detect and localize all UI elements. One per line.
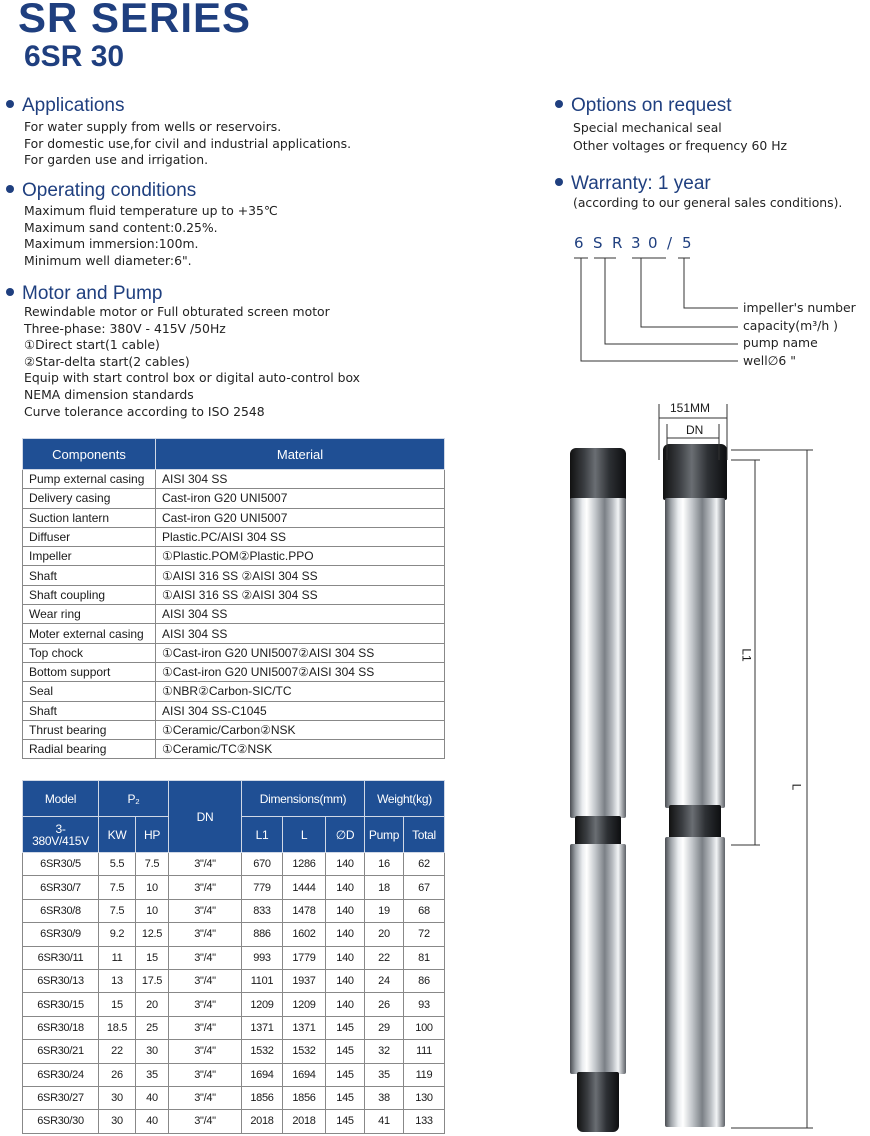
spec-cell: 38 (365, 1086, 404, 1109)
spec-cell: 7.5 (99, 899, 136, 922)
table-row (23, 682, 445, 701)
spec-cell: 993 (242, 946, 283, 969)
warranty-heading: Warranty: 1 year (555, 173, 711, 195)
spec-cell: 1856 (242, 1086, 283, 1109)
l1-label: L1 (739, 648, 754, 662)
material-cell: AISI 304 SS (156, 470, 445, 489)
spec-cell: 41 (365, 1110, 404, 1133)
spec-cell: 13 (99, 969, 136, 992)
code-char: 3 (631, 234, 641, 252)
table-row (23, 547, 445, 566)
col-dn: DN (169, 781, 242, 853)
spec-cell: 15 (136, 946, 169, 969)
spec-cell: 6SR30/13 (23, 969, 99, 992)
component-cell: Shaft coupling (23, 585, 156, 604)
text-line: Maximum fluid temperature up to +35℃ (24, 203, 278, 218)
spec-cell: 9.2 (99, 923, 136, 946)
spec-cell: 15 (99, 993, 136, 1016)
operating-list (24, 203, 278, 269)
spec-cell: 5.5 (99, 853, 136, 876)
spec-cell: 145 (326, 1016, 365, 1039)
text-line: pump name (743, 335, 818, 350)
materials-table (22, 438, 445, 759)
col-l1: L1 (242, 817, 283, 853)
text-line: Other voltages or frequency 60 Hz (573, 138, 788, 153)
spec-cell: 3"/4" (169, 1063, 242, 1086)
spec-cell: 20 (365, 923, 404, 946)
spec-cell: 18 (365, 876, 404, 899)
text-line: Maximum immersion:100m. (24, 236, 199, 252)
spec-cell: 81 (404, 946, 445, 969)
spec-cell: 119 (404, 1063, 445, 1086)
spec-cell: 3"/4" (169, 899, 242, 922)
text-line: Rewindable motor or Full obturated screen motor (24, 304, 330, 319)
spec-cell: 145 (326, 1063, 365, 1086)
spec-cell: 19 (365, 899, 404, 922)
text-line: Three-phase: 380V - 415V /50Hz (24, 320, 226, 336)
material-cell: ①Plastic.POM②Plastic.PPO (156, 547, 445, 566)
table-row (23, 585, 445, 604)
col-model: Model (23, 781, 99, 817)
material-cell: Cast-iron G20 UNI5007 (156, 489, 445, 508)
spec-cell: 1286 (283, 853, 326, 876)
component-cell: Moter external casing (23, 624, 156, 643)
table-row (23, 1040, 445, 1063)
material-cell: Cast-iron G20 UNI5007 (156, 508, 445, 527)
spec-cell: 30 (136, 1040, 169, 1063)
spec-cell: 24 (365, 969, 404, 992)
material-cell: Plastic.PC/AISI 304 SS (156, 527, 445, 546)
table-row (23, 566, 445, 585)
spec-cell: 10 (136, 876, 169, 899)
table-row (23, 470, 445, 489)
spec-cell: 68 (404, 899, 445, 922)
width-label: 151MM (670, 401, 711, 415)
component-cell: Shaft (23, 566, 156, 585)
spec-cell: 6SR30/24 (23, 1063, 99, 1086)
spec-cell: 29 (365, 1016, 404, 1039)
table-row (23, 1086, 445, 1109)
applications-list (24, 119, 351, 169)
warranty-note: (according to our general sales conditions). (573, 195, 843, 210)
col-d: ∅D (326, 817, 365, 853)
spec-cell: 22 (99, 1040, 136, 1063)
component-cell: Top chock (23, 643, 156, 662)
text-line: For domestic use,for civil and industrial applications. (24, 135, 352, 151)
text-line: For garden use and irrigation. (24, 152, 209, 168)
spec-cell: 86 (404, 969, 445, 992)
col-hp: HP (136, 817, 169, 853)
col-material: Material (156, 439, 445, 470)
spec-cell: 17.5 (136, 969, 169, 992)
spec-cell: 145 (326, 1086, 365, 1109)
table-row (23, 701, 445, 720)
spec-cell: 6SR30/11 (23, 946, 99, 969)
spec-cell: 3"/4" (169, 993, 242, 1016)
spec-cell: 6SR30/18 (23, 1016, 99, 1039)
col-l: L (283, 817, 326, 853)
dn-label: DN (686, 423, 704, 437)
table-row (23, 624, 445, 643)
spec-cell: 7.5 (136, 853, 169, 876)
spec-cell: 22 (365, 946, 404, 969)
spec-cell: 130 (404, 1086, 445, 1109)
spec-cell: 140 (326, 946, 365, 969)
col-dimensions: Dimensions(mm) (242, 781, 365, 817)
spec-cell: 6SR30/9 (23, 923, 99, 946)
text-line: ②Star-delta start(2 cables) (24, 353, 190, 369)
spec-cell: 3"/4" (169, 1040, 242, 1063)
text-line: impeller's number (743, 300, 856, 315)
table-row (23, 1110, 445, 1133)
spec-cell: 1694 (283, 1063, 326, 1086)
bullet-icon (555, 100, 563, 108)
spec-cell: 140 (326, 969, 365, 992)
spec-cell: 35 (365, 1063, 404, 1086)
spec-cell: 779 (242, 876, 283, 899)
motor-list (24, 304, 360, 420)
spec-cell: 100 (404, 1016, 445, 1039)
spec-cell: 20 (136, 993, 169, 1016)
spec-cell: 670 (242, 853, 283, 876)
spec-cell: 1856 (283, 1086, 326, 1109)
spec-cell: 1444 (283, 876, 326, 899)
text-line: Equip with start control box or digital auto-control box (24, 370, 360, 386)
material-cell: ①NBR②Carbon-SIC/TC (156, 682, 445, 701)
code-char: 0 (648, 234, 658, 252)
spec-cell: 1371 (283, 1016, 326, 1039)
spec-cell: 140 (326, 993, 365, 1016)
spec-cell: 7.5 (99, 876, 136, 899)
spec-cell: 6SR30/7 (23, 876, 99, 899)
code-char: R (612, 234, 623, 252)
spec-cell: 12.5 (136, 923, 169, 946)
spec-cell: 3"/4" (169, 853, 242, 876)
spec-cell: 1209 (283, 993, 326, 1016)
series-title: SR SERIES (18, 0, 252, 41)
table-row (23, 605, 445, 624)
spec-table (22, 780, 445, 1134)
material-cell: ①Cast-iron G20 UNI5007②AISI 304 SS (156, 662, 445, 681)
spec-cell: 26 (365, 993, 404, 1016)
spec-cell: 3"/4" (169, 876, 242, 899)
spec-cell: 18.5 (99, 1016, 136, 1039)
spec-cell: 133 (404, 1110, 445, 1133)
spec-cell: 140 (326, 923, 365, 946)
text-line: For water supply from wells or reservoirs. (24, 119, 282, 134)
dimension-lines (555, 400, 870, 1136)
table-row (23, 923, 445, 946)
spec-cell: 145 (326, 1110, 365, 1133)
spec-cell: 40 (136, 1110, 169, 1133)
code-char: 6 (574, 234, 584, 252)
table-row (23, 1063, 445, 1086)
spec-cell: 1779 (283, 946, 326, 969)
component-cell: Diffuser (23, 527, 156, 546)
table-row (23, 643, 445, 662)
pump-illustration (555, 400, 870, 1136)
bullet-icon (6, 100, 14, 108)
spec-cell: 67 (404, 876, 445, 899)
table-row (23, 662, 445, 681)
material-cell: AISI 304 SS (156, 605, 445, 624)
component-cell: Wear ring (23, 605, 156, 624)
spec-cell: 3"/4" (169, 1086, 242, 1109)
spec-cell: 1478 (283, 899, 326, 922)
spec-cell: 886 (242, 923, 283, 946)
table-row (23, 489, 445, 508)
spec-cell: 2018 (242, 1110, 283, 1133)
l-label: L (789, 783, 804, 791)
spec-cell: 1937 (283, 969, 326, 992)
component-cell: Radial bearing (23, 740, 156, 759)
spec-cell: 3"/4" (169, 923, 242, 946)
spec-cell: 10 (136, 899, 169, 922)
text-line: NEMA dimension standards (24, 386, 194, 402)
table-row (23, 1016, 445, 1039)
component-cell: Impeller (23, 547, 156, 566)
code-char: 5 (682, 234, 692, 252)
material-cell: AISI 304 SS-C1045 (156, 701, 445, 720)
spec-cell: 833 (242, 899, 283, 922)
spec-cell: 30 (99, 1110, 136, 1133)
text-line: Curve tolerance according to ISO 2548 (24, 403, 265, 419)
spec-cell: 1371 (242, 1016, 283, 1039)
spec-cell: 16 (365, 853, 404, 876)
spec-cell: 3"/4" (169, 1110, 242, 1133)
spec-cell: 140 (326, 876, 365, 899)
spec-cell: 1602 (283, 923, 326, 946)
spec-cell: 25 (136, 1016, 169, 1039)
table-row (23, 876, 445, 899)
text-line: capacity(m³/h ) (743, 317, 838, 333)
model-title: 6SR 30 (24, 40, 125, 73)
text-line: Minimum well diameter:6". (24, 252, 192, 268)
spec-cell: 6SR30/30 (23, 1110, 99, 1133)
spec-cell: 30 (99, 1086, 136, 1109)
col-pump: Pump (365, 817, 404, 853)
table-row (23, 508, 445, 527)
table-row (23, 527, 445, 546)
spec-cell: 1532 (283, 1040, 326, 1063)
spec-cell: 3"/4" (169, 946, 242, 969)
component-cell: Pump external casing (23, 470, 156, 489)
material-cell: ①AISI 316 SS ②AISI 304 SS (156, 585, 445, 604)
bullet-icon (6, 185, 14, 193)
spec-cell: 6SR30/5 (23, 853, 99, 876)
spec-cell: 3"/4" (169, 969, 242, 992)
component-cell: Bottom support (23, 662, 156, 681)
spec-cell: 35 (136, 1063, 169, 1086)
options-list (573, 119, 787, 155)
spec-cell: 40 (136, 1086, 169, 1109)
spec-cell: 140 (326, 899, 365, 922)
spec-cell: 6SR30/21 (23, 1040, 99, 1063)
material-cell: ①Ceramic/TC②NSK (156, 740, 445, 759)
table-row (23, 946, 445, 969)
spec-cell: 3"/4" (169, 1016, 242, 1039)
code-labels (743, 299, 856, 369)
component-cell: Delivery casing (23, 489, 156, 508)
spec-cell: 2018 (283, 1110, 326, 1133)
text-line: Special mechanical seal (573, 120, 722, 135)
code-char: S (593, 234, 603, 252)
spec-cell: 93 (404, 993, 445, 1016)
spec-cell: 6SR30/15 (23, 993, 99, 1016)
spec-cell: 1532 (242, 1040, 283, 1063)
table-row (23, 740, 445, 759)
motor-heading: Motor and Pump (6, 283, 162, 305)
spec-cell: 145 (326, 1040, 365, 1063)
col-weight: Weight(kg) (365, 781, 445, 817)
table-row (23, 993, 445, 1016)
col-components: Components (23, 439, 156, 470)
material-cell: AISI 304 SS (156, 624, 445, 643)
text-line: ①Direct start(1 cable) (24, 337, 160, 353)
col-voltage: 3- 380V/415V (23, 817, 99, 853)
col-p2: P₂ (99, 781, 169, 817)
component-cell: Thrust bearing (23, 720, 156, 739)
spec-cell: 32 (365, 1040, 404, 1063)
spec-cell: 62 (404, 853, 445, 876)
col-total: Total (404, 817, 445, 853)
component-cell: Seal (23, 682, 156, 701)
table-row (23, 899, 445, 922)
operating-heading: Operating conditions (6, 180, 196, 202)
material-cell: ①AISI 316 SS ②AISI 304 SS (156, 566, 445, 585)
options-heading: Options on request (555, 95, 732, 117)
table-row (23, 853, 445, 876)
table-row (23, 969, 445, 992)
spec-cell: 6SR30/8 (23, 899, 99, 922)
spec-cell: 72 (404, 923, 445, 946)
text-line: Maximum sand content:0.25%. (24, 219, 218, 235)
spec-cell: 111 (404, 1040, 445, 1063)
component-cell: Shaft (23, 701, 156, 720)
material-cell: ①Cast-iron G20 UNI5007②AISI 304 SS (156, 643, 445, 662)
spec-cell: 1101 (242, 969, 283, 992)
material-cell: ①Ceramic/Carbon②NSK (156, 720, 445, 739)
spec-cell: 26 (99, 1063, 136, 1086)
spec-cell: 140 (326, 853, 365, 876)
applications-heading: Applications (6, 95, 124, 117)
bullet-icon (555, 178, 563, 186)
text-line: well∅6 " (743, 352, 796, 368)
spec-cell: 1694 (242, 1063, 283, 1086)
bullet-icon (6, 288, 14, 296)
code-char: / (667, 234, 673, 252)
component-cell: Suction lantern (23, 508, 156, 527)
col-kw: KW (99, 817, 136, 853)
spec-cell: 1209 (242, 993, 283, 1016)
spec-cell: 11 (99, 946, 136, 969)
spec-cell: 6SR30/27 (23, 1086, 99, 1109)
table-row (23, 720, 445, 739)
